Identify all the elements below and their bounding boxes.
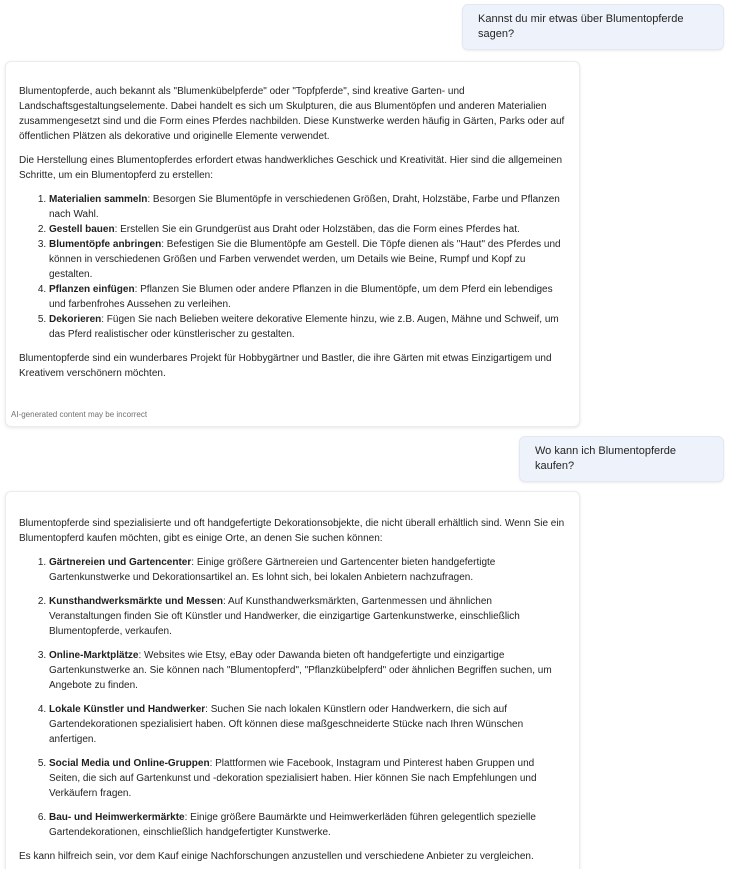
user-message-text: Kannst du mir etwas über Blumentopferde sagen? (478, 13, 684, 40)
list-item-title: Blumentöpfe anbringen (49, 239, 162, 250)
list-item (49, 810, 567, 840)
list-item-title: Kunsthandwerksmärkte und Messen (49, 596, 223, 607)
ai-disclaimer: AI-generated content may be incorrect (11, 410, 148, 419)
list-item (49, 594, 567, 639)
list-item-text: : Suchen Sie nach lokalen Künstlern oder Handwerkern, die sich auf Gartendekorationen spezialisiert haben. Oft können diese maßgeschneiderte Stücke nach Ihren Wünschen anfertigen. (49, 704, 524, 745)
list-item (49, 222, 567, 237)
assistant-paragraph: Blumentopferde, auch bekannt als "Blumenkübelpferde" oder "Topfpferde", sind kreative Garten- und Landschaftsgestaltungselemente. Dabei handelt es sich um Skulpturen, die aus Blumentöpfen und anderen Materialien zusammengesetzt sind und die Form eines Pferdes nachbilden. Diese Kunstwerke werden häufig in Gärten, Parks oder auf öffentlichen Plätzen als dekorative und originelle Elemente verwendet. (19, 86, 565, 142)
list-item-title: Pflanzen einfügen (49, 284, 135, 295)
list-item-title: Online-Marktplätze (49, 650, 139, 661)
assistant-paragraph: Blumentopferde sind ein wunderbares Projekt für Hobbygärtner und Bastler, die ihre Gärten mit etwas Einzigartigem und Kreativem verschönern möchten. (19, 353, 552, 379)
list-item (49, 702, 567, 747)
list-item-title: Lokale Künstler und Handwerker (49, 704, 206, 715)
list-item-title: Gärtnereien und Gartencenter (49, 557, 192, 568)
list-item-text: : Websites wie Etsy, eBay oder Dawanda bieten oft handgefertigte und einzigartige Gartenkunstwerke an. Sie können nach "Blumentopferd", "Pflanzkübelpferd" oder ähnlichen Begriffen suchen, um Angebote zu finden. (49, 650, 552, 691)
assistant-message (5, 61, 580, 427)
list-item (49, 192, 567, 222)
list-item (49, 237, 567, 282)
list-item-text: : Einige größere Gärtnereien und Gartencenter bieten handgefertigte Gartenkunstwerke und Dekorationsartikel an. Es lohnt sich, bei lokalen Anbietern nachzufragen. (49, 557, 496, 583)
user-message (519, 436, 724, 482)
list-item (49, 756, 567, 801)
assistant-paragraph: Blumentopferde sind spezialisierte und oft handgefertigte Dekorationsobjekte, die nicht überall erhältlich sind. Wenn Sie ein Blumentopferd kaufen möchten, gibt es einige Orte, an denen Sie suchen können: (19, 518, 565, 544)
list-item-title: Gestell bauen (49, 224, 115, 235)
list-item-title: Dekorieren (49, 314, 102, 325)
list-item-text: : Fügen Sie nach Belieben weitere dekorative Elemente hinzu, wie z.B. Augen, Mähne und Schweif, um das Pferd realistischer oder künstlerischer zu gestalten. (49, 314, 559, 340)
user-message-text: Wo kann ich Blumentopferde kaufen? (535, 445, 677, 472)
places-list (19, 555, 567, 840)
list-item-title: Bau- und Heimwerkermärkte (49, 812, 185, 823)
assistant-message (5, 491, 580, 869)
list-item-text: : Erstellen Sie ein Grundgerüst aus Draht oder Holzstäben, das die Form eines Pferdes hat. (114, 224, 520, 235)
list-item (49, 282, 567, 312)
list-item (49, 312, 567, 342)
steps-list (19, 192, 567, 342)
list-item-title: Materialien sammeln (49, 194, 148, 205)
list-item (49, 555, 567, 585)
list-item-text: : Besorgen Sie Blumentöpfe in verschiedenen Größen, Draht, Holzstäbe, Farbe und Pflanzen nach Wahl. (49, 194, 560, 220)
list-item (49, 648, 567, 693)
list-item-text: : Befestigen Sie die Blumentöpfe am Gestell. Die Töpfe dienen als "Haut" des Pferdes und können in verschiedenen Größen und Farben verwendet werden, um Details wie Beine, Rumpf und Kopf zu gestalten. (49, 239, 561, 280)
list-item-text: : Auf Kunsthandwerksmärkten, Gartenmessen und ähnlichen Veranstaltungen finden Sie oft Künstler und Handwerker, die einzigartige Gartenkunstwerke, einschließlich Blumentopferde, verkaufen. (49, 596, 520, 637)
assistant-paragraph: Die Herstellung eines Blumentopferdes erfordert etwas handwerkliches Geschick und Kreativität. Hier sind die allgemeinen Schritte, um ein Blumentopferd zu erstellen: (19, 155, 563, 181)
list-item-title: Social Media und Online-Gruppen (49, 758, 210, 769)
list-item-text: : Einige größere Baumärkte und Heimwerkerläden führen gelegentlich spezielle Gartendekorationen, einschließlich handgefertigter Kunstwerke. (49, 812, 536, 838)
list-item-text: : Pflanzen Sie Blumen oder andere Pflanzen in die Blumentöpfe, um dem Pferd ein lebendiges und farbenfrohes Aussehen zu verleihen. (49, 284, 553, 310)
user-message (462, 4, 724, 50)
assistant-paragraph: Es kann hilfreich sein, vor dem Kauf einige Nachforschungen anzustellen und verschiedene Anbieter zu vergleichen. (19, 851, 534, 862)
list-item-text: : Plattformen wie Facebook, Instagram und Pinterest haben Gruppen und Seiten, die sich auf Gartenkunst und -dekoration spezialisiert haben. Hier können Sie nach Empfehlungen und Verkäufern fragen. (49, 758, 537, 799)
